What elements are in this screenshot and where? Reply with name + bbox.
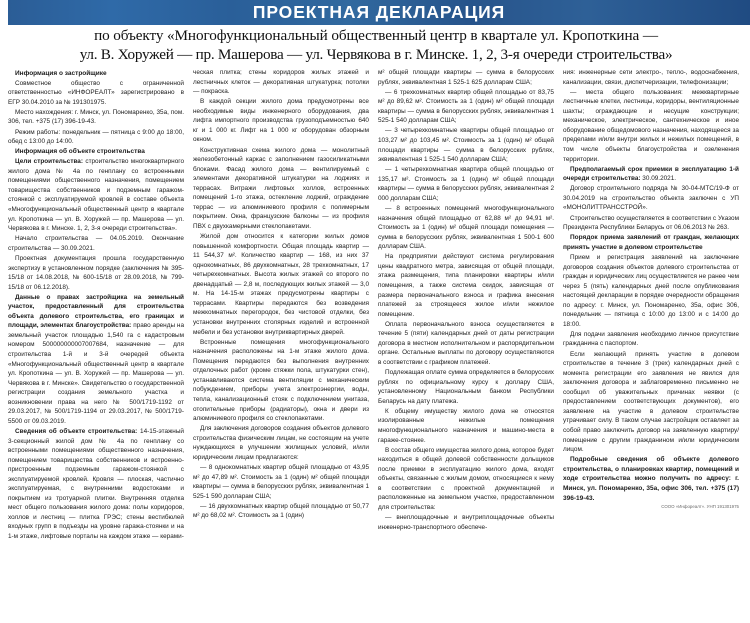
paragraph-body: 14-15-этажный 3-секционный жилой дом № 4а по генплану со встроенными помещениями общественного назначения, помещением товарищества собственников и встроенно-пристроенным подземным гаражом-стоянкой с эксплуатируемой кровлей. Кровля — плоская, частично эксплуатируемая, с внутренними водостоками и покрытием из тротуарной плитки. Внутренняя отделка мест общего пользования жилого дома: полы коридоров, холлов и лестниц — плитка ГРЭС; стены вестибюлей входных групп в подъезды на уровне гаража-стоянки и на 1-м этаже, лифтовые порталы на каждом этаже — керами- xyxy=(8,427,184,540)
paragraph: Начало строительства — 04.05.2019. Окончание строительства — 30.09.2021. xyxy=(8,235,184,252)
paragraph: — внеплощадочные и внутриплощадочные объекты инженерно-транспортного обеспече- xyxy=(378,514,554,531)
subtitle-line-1: по объекту «Многофункциональный общественный центр в квартале ул. Кропоткина — xyxy=(94,27,658,44)
section-heading: Информация о застройщике xyxy=(15,69,107,77)
paragraph: Прием и регистрация заявлений на заключение договоров создания объектов долевого строительства от граждан и юридических лиц осуществляется не ранее чем через 5 (пять) календарных дней после опубликования настоящей декларации в порядке очередности обращения по адресу: г. Минск, ул. Пономаренко, 35а, офис 306, понедельник — пятница с 10:00 до 13:00 и с 14:00 до 18:00. xyxy=(563,253,739,328)
paragraph: Место нахождения: г. Минск, ул. Пономаренко, 35а, пом. 306, тел. +375 (17) 396-19-43. xyxy=(8,108,184,126)
paragraph: Совместное общество с ограниченной ответственностью «ИНФОРЕАЛТ» зарегистрировано в ЕГР 30.04.2010 за № 191301975. xyxy=(8,79,184,106)
paragraph-lead: Предполагаемый срок приемки в эксплуатацию 1-й очереди строительства: xyxy=(563,165,739,183)
page-subtitle xyxy=(10,27,742,64)
paragraph: Договор строительного подряда № 30-04-МТС/19-Ф от 30.04.2019 на строительство объекта заключен с УП «МОНОЛИТТРАНССТРОЙ». xyxy=(563,185,739,212)
publisher-imprint: СООО «Инфореалт». УНП 191301975 xyxy=(661,503,739,509)
paragraph: — места общего пользования: межквартирные лестничные клетки, лестницы, коридоры, вентиляционные шахты; ограждающие и несущие конструкции; механическое, электрическое, сантехническое и иное оборудование общедомового назначения, находящееся за пределами и/или внутри жилых и нежилых помещений, в том числе объекты благоустройства и озеленения территории. xyxy=(563,88,739,163)
paragraph: — 1 четырехкомнатная квартира общей площадью от 135,17 м². Стоимость за 1 (один) м² общей площади квартиры — сумма в белорусских рублях, эквивалентная 2 000 долларам США; xyxy=(378,166,554,202)
paragraph-body: 30.09.2021. xyxy=(640,175,677,183)
column-4 xyxy=(563,68,739,616)
paragraph-with-lead xyxy=(8,427,184,542)
paragraph-continued: ческая плитка; стены коридоров жилых этажей и лестничных клеток — декоративная штукатурка; потолки — покраска. xyxy=(193,69,369,96)
paragraph: — 8 встроенных помещений многофункционального назначения общей площадью от 62,88 м² до 94,91 м². Стоимость за 1 (один) м² общей площади помещения — сумма в белорусских рублях, эквивалентная 1 500-1 600 долларам США. xyxy=(378,205,554,251)
paragraph: Строительство осуществляется в соответствии с Указом Президента Республики Беларусь от 06.06.2013 № 263. xyxy=(563,214,739,232)
paragraph: Встроенные помещения многофункционального назначения расположены на 1-м этаже жилого дома. Помещения передаются без выполнения внутренних отделочных работ (кроме стяжки пола, штукатурки стен), устанавливаются система вентиляции с механическим побуждением, приборы учета электроэнергии, воды, тепла, канализационный стояк с подключением унитаза, отопительные приборы (радиаторы), окна и двери из алюминиевого профиля со стеклопакетами. xyxy=(193,338,369,423)
paragraph-with-lead xyxy=(8,157,184,233)
page-banner xyxy=(8,0,750,25)
subtitle-line-2: ул. В. Хоружей — пр. Машерова — ул. Червякова в г. Минске. 1, 2, 3-я очереди строительства» xyxy=(79,45,673,63)
paragraph-with-lead xyxy=(8,293,184,427)
paragraph: В состав общего имущества жилого дома, которое будет находиться в общей долевой собственности дольщиков после приемки в эксплуатацию жилого дома, входят объекты, связанные с жилым домом, относящиеся к нему в соответствии с проектной документацией и расположенные на земельном участке, предоставленном для строительства: xyxy=(378,446,554,511)
paragraph: — 16 двухкомнатных квартир общей площадью от 50,77 м² до 68,02 м². Стоимость за 1 (один) xyxy=(193,502,369,520)
article-columns xyxy=(8,68,742,616)
paragraph: На предприятии действуют система регулирования цены квадратного метра, зависящая от общей площади, этажа размещения, типа планировки квартиры и/или помещения, а также система скидок, зависящая от размера первоначального взноса и графика внесения платежей за строящееся жилое и/или нежилое помещение. xyxy=(378,253,554,318)
paragraph: В каждой секции жилого дома предусмотрены все необходимые виды инженерного оборудования, два лифта импортного производства грузоподъемностью 640 кг и 1 000 кг. Лифт на 1 000 кг оборудован обзорным окном. xyxy=(193,98,369,144)
paragraph-body: строительство многоквартирного жилого дома № 4а по генплану со встроенными помещениями общественного назначения, помещением товарищества собственников и подземным гаражом-стоянкой с эксплуатируемой кровлей в составе объекта «Многофункциональный общественный центр в квартале ул. Кропоткина — ул. В. Хоружей — пр. Машерова — ул. Червякова в г. Минске. 1, 2, 3-я очереди строительства». xyxy=(8,158,184,233)
paragraph: Для заключения договоров создания объектов долевого строительства физическим лицам, не состоящим на учете нуждающихся в улучшении жилищных условий, и/или юридическим лицам предлагаются: xyxy=(193,425,369,461)
paragraph-continued: ния: инженерные сети электро-, тепло-, водоснабжения, канализации, связи, диспетчеризации, телефонизации; xyxy=(563,69,739,86)
paragraph-continued: м² общей площади квартиры — сумма в белорусских рублях, эквивалентная 1 525-1 625 долларам США; xyxy=(378,69,554,86)
paragraph: — 6 трехкомнатных квартир общей площадью от 83,75 м² до 89,62 м². Стоимость за 1 (один) м² общей площади квартиры — сумма в белорусских рублях, эквивалентная 1 525-1 540 долларам США; xyxy=(378,88,554,125)
column-1 xyxy=(8,68,184,616)
paragraph-lead: Данные о правах застройщика на земельный участок, предоставленный для строительства объекта долевого строительства, его границах и площади, элементах благоустройства: xyxy=(8,293,184,330)
column-2 xyxy=(193,68,369,616)
paragraph: Подлежащая оплате сумма определяется в белорусских рублях по официальному курсу к доллару США, установленному Национальным банком Республики Беларусь на дату платежа. xyxy=(378,369,554,405)
paragraph: Оплата первоначального взноса осуществляется в течение 5 (пяти) календарных дней от даты регистрации договора в местном исполнительном и распорядительном органе. Остальные выплаты по договору осуществляются в соответствии с графиком платежей. xyxy=(378,320,554,366)
paragraph: — 3 четырехкомнатные квартиры общей площадью от 103,27 м² до 103,45 м². Стоимость за 1 (один) м² общей площади квартиры — сумма в белорусских рублях, эквивалентная 1 525-1 540 долларам США; xyxy=(378,127,554,164)
section-heading: Информация об объекте строительства xyxy=(15,148,145,156)
section-heading: Подробные сведения об объекте долевого строительства, о планировках квартир, помещений и ходе строительства можно получить по адресу: г. Минск, ул. Пономаренко, 35а, офис 306, тел. +375 (17) 396-19-43. xyxy=(563,456,739,502)
paragraph: Если желающий принять участие в долевом строительстве в течение 3 (трех) календарных дней с момента регистрации его заявления не явился для заключения договора и заблаговременно письменно не сообщил об уважительных причинах неявки (с предоставлением соответствующих документов), его заявление на участие в долевом строительстве утрачивает силу. В таком случае застройщик оставляет за собой право заключить договор на заявленную квартиру/помещение с другим гражданином и/или юридическим лицом. xyxy=(563,350,739,454)
column-3 xyxy=(378,68,554,616)
paragraph-with-lead xyxy=(563,165,739,184)
paragraph-body: право аренды на земельный участок площадью 1,540 га с кадастровым номером 500000000007007684, назначение — для строительства 1-й и 3-й очередей объекта «Многофункциональный общественный центр в квартале ул. Кропоткина — ул. В. Хоружей — пр. Машерова — ул. Червякова в г. Минске». Свидетельство о государственной регистрации создания земельного участка и возникновении права на него № 500/1719-1192 от 29.03.2017, № 500/1719-1194 от 29.03.2017, № 500/1719-5500 от 09.03.2019. xyxy=(8,322,185,425)
paragraph: — 8 однокомнатных квартир общей площадью от 43,95 м² до 47,89 м². Стоимость за 1 (один) м² общей площади квартиры — сумма в белорусских рублях, эквивалентная 1 525-1 590 долларам США; xyxy=(193,463,369,500)
paragraph: К общему имуществу жилого дома не относятся изолированные нежилые помещения многофункционального назначения и машино-места в гараже-стоянке. xyxy=(378,407,554,444)
paragraph: Режим работы: понедельник — пятница с 9:00 до 18:00, обед с 13:00 до 14:00. xyxy=(8,128,184,146)
paragraph: Для подачи заявления необходимо личное присутствие гражданина с паспортом. xyxy=(563,330,739,348)
paragraph: Конструктивная схема жилого дома — монолитный железобетонный каркас с заполнением газосиликатными блоками. Фасад жилого дома — вентилируемый с элементами декоративной штукатурки на лоджиях и террасах. Витражи лифтовых холлов, встроенных помещений 1-го этажа, остекление лоджий, ограждение террас — из алюминиевого профиля с полимерным покрытием. Окна, французские балконы — из профиля ПВХ с двухкамерными стеклопакетами. xyxy=(193,146,369,230)
banner-title: ПРОЕКТНАЯ ДЕКЛАРАЦИЯ xyxy=(252,1,506,22)
paragraph: Жилой дом относится к категории жилых домов повышенной комфортности. Общая площадь квартир — 11 544,37 м². Количество квартир — 168, из них 37 однокомнатных, 86 двухкомнатных, 28 трехкомнатных, 17 четырехкомнатных. Высота жилых этажей со второго по двенадцатый — 2,8 м, последующих жилых этажей — 3,0 м. На 14-15-м этажах предусмотрены квартиры с террасами. Квартиры передаются без возведения межкомнатных перегородок, без чистовой отделки, без установки внутренних столярных изделий и встроенной мебели и без установки внутриквартирных дверей. xyxy=(193,233,369,336)
section-heading: Порядок приема заявлений от граждан, желающих принять участие в долевом строительстве xyxy=(563,234,739,251)
paragraph-lead: Цели строительства: xyxy=(15,158,83,166)
paragraph: Проектная документация прошла государственную экспертизу в установленном порядке (заключения № 395-15/18 от 14.08.2018, № 600-15/18 от 28.09.2018, № 799-15/18 от 06.12.2018). xyxy=(8,254,184,291)
paragraph-lead: Сведения об объекте строительства: xyxy=(15,427,138,435)
